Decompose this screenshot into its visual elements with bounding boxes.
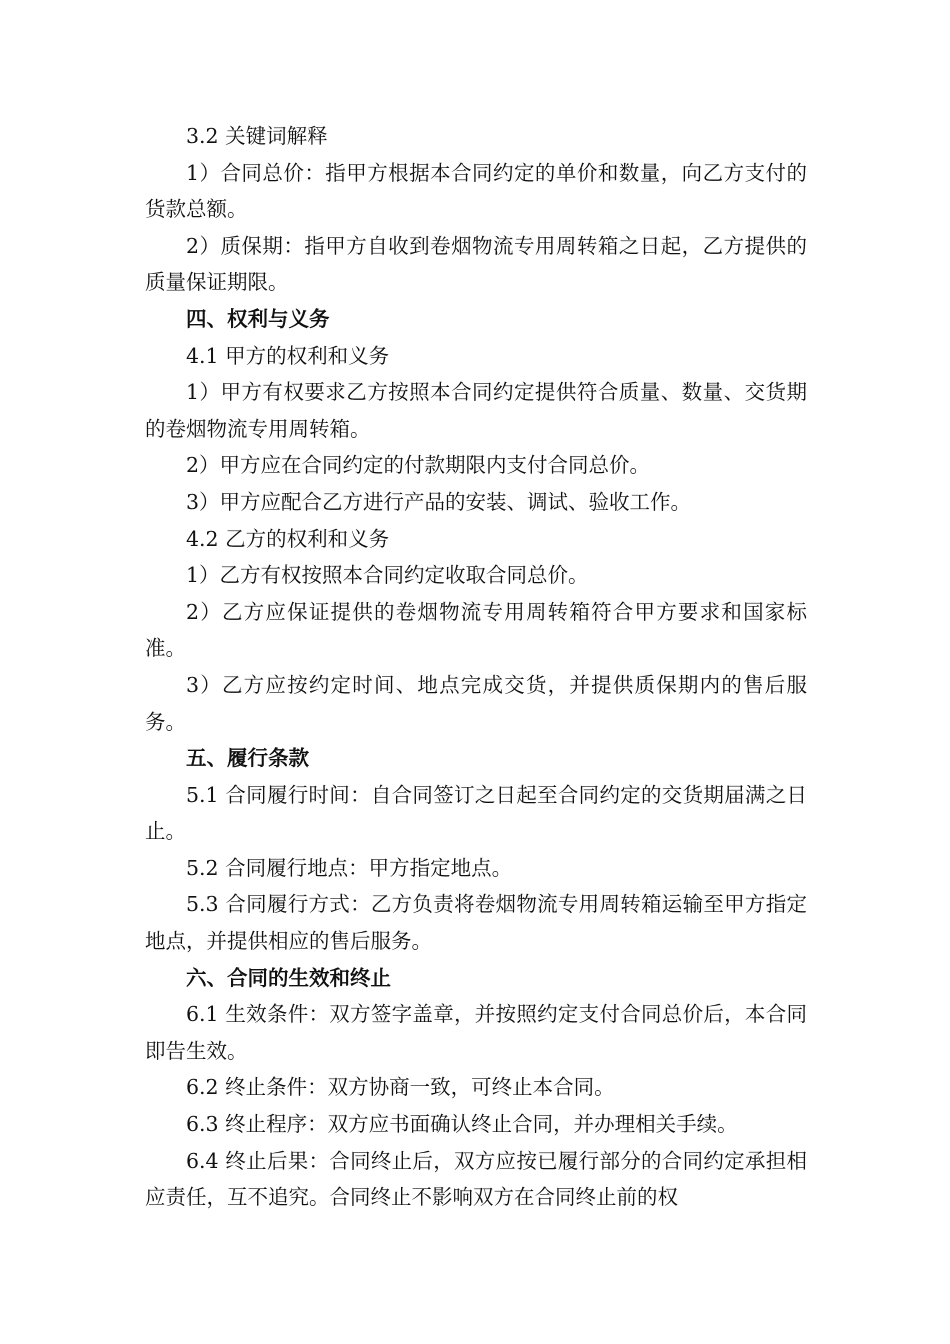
section-heading: 六、合同的生效和终止 [186,965,391,990]
section-heading: 五、履行条款 [186,746,309,771]
paragraph: 3）甲方应配合乙方进行产品的安装、调试、验收工作。 [186,489,692,514]
paragraph: 1）乙方有权按照本合同约定收取合同总价。 [186,563,589,588]
paragraph: 1）甲方有权要求乙方按照本合同约定提供符合质量、数量、交货期的卷烟物流专用周转箱。 [145,380,807,441]
paragraph: 4.2 乙方的权利和义务 [186,526,390,551]
paragraph: 5.2 合同履行地点：甲方指定地点。 [186,855,513,880]
paragraph: 2）甲方应在合同约定的付款期限内支付合同总价。 [186,453,651,478]
paragraph: 4.1 甲方的权利和义务 [186,343,390,368]
paragraph: 2）乙方应保证提供的卷烟物流专用周转箱符合甲方要求和国家标准。 [145,599,807,661]
paragraph: 6.3 终止程序：双方应书面确认终止合同，并办理相关手续。 [186,1112,738,1137]
paragraph: 6.1 生效条件：双方签字盖章，并按照约定支付合同总价后，本合同即告生效。 [145,1002,807,1063]
paragraph: 6.2 终止条件：双方协商一致，可终止本合同。 [186,1075,615,1100]
paragraph: 6.4 终止后果：合同终止后，双方应按已履行部分的合同约定承担相应责任，互不追究。合同终止不影响双方在合同终止前的权 [145,1148,807,1210]
paragraph: 5.1 合同履行时间：自合同签订之日起至合同约定的交货期届满之日止。 [145,782,807,844]
section-heading: 四、权利与义务 [186,306,330,331]
paragraph: 5.3 合同履行方式：乙方负责将卷烟物流专用周转箱运输至甲方指定地点，并提供相应的售后服务。 [145,892,807,954]
document-body [145,118,807,1216]
paragraph: 2）质保期：指甲方自收到卷烟物流专用周转箱之日起，乙方提供的质量保证期限。 [145,233,807,295]
paragraph: 3）乙方应按约定时间、地点完成交货，并提供质保期内的售后服务。 [145,672,807,734]
paragraph: 3.2 关键词解释 [186,124,328,148]
paragraph: 1）合同总价：指甲方根据本合同约定的单价和数量，向乙方支付的货款总额。 [145,160,807,222]
